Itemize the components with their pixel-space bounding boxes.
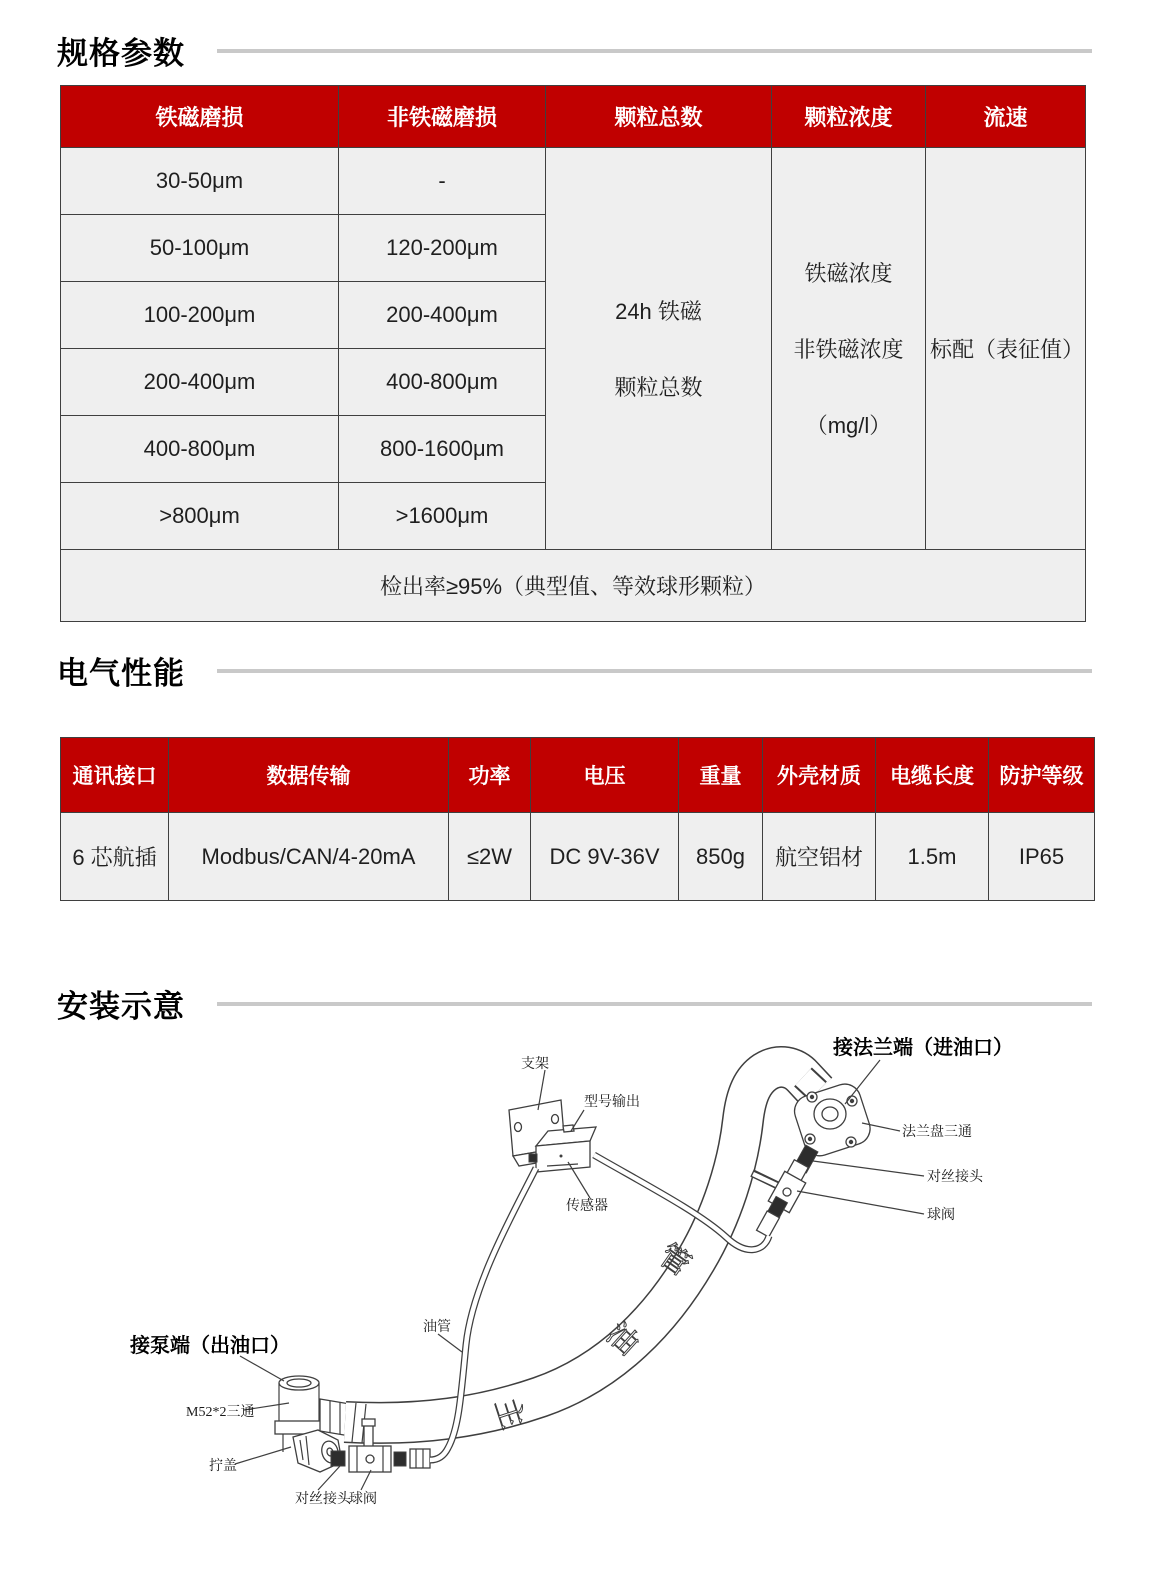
concentration-line: 铁磁浓度 — [804, 261, 893, 286]
spec-cell: 200-400μm — [61, 349, 339, 416]
label-model-output: 型号输出 — [584, 1095, 640, 1110]
spec-section-heading — [57, 28, 1092, 73]
label-pump-end-outlet: 接泵端（出油口） — [130, 1335, 290, 1357]
label-ball-valve-top: 球阀 — [927, 1208, 955, 1223]
spec-cell: 100-200μm — [61, 282, 339, 349]
elec-value-data: Modbus/CAN/4-20mA — [169, 813, 449, 901]
label-m52-tee: M52*2三通 — [186, 1405, 255, 1420]
electrical-header-row — [61, 738, 1095, 813]
spec-cell: 800-1600μm — [339, 416, 546, 483]
elec-header-weight: 重量 — [679, 738, 763, 813]
spec-cell: >800μm — [61, 483, 339, 550]
elec-header-shell: 外壳材质 — [763, 738, 876, 813]
install-heading-title: 安装示意 — [57, 989, 185, 1024]
concentration-line: （mg/l） — [805, 413, 892, 438]
spec-heading-rule — [217, 49, 1092, 53]
spec-cell: 200-400μm — [339, 282, 546, 349]
spec-footer-row — [61, 550, 1086, 622]
spec-cell: - — [339, 148, 546, 215]
elec-value-ip: IP65 — [989, 813, 1095, 901]
label-flange-end-inlet: 接法兰端（进油口） — [833, 1037, 1013, 1059]
label-screw-cap: 拧盖 — [209, 1459, 237, 1474]
inlet-fittings-shape — [752, 1145, 818, 1237]
spec-header-row — [61, 86, 1086, 148]
spec-cell: >1600μm — [339, 483, 546, 550]
elec-value-power: ≤2W — [449, 813, 531, 901]
elec-value-cable: 1.5m — [876, 813, 989, 901]
elec-header-cable: 电缆长度 — [876, 738, 989, 813]
electrical-heading-title: 电气性能 — [57, 656, 185, 691]
main-pipe-shape — [345, 1067, 817, 1443]
spec-header-total: 颗粒总数 — [546, 86, 772, 148]
elec-value-voltage: DC 9V-36V — [531, 813, 679, 901]
spec-table — [60, 85, 1086, 622]
elec-header-comm: 通讯接口 — [61, 738, 169, 813]
total-particles-line: 24h 铁磁 — [615, 299, 702, 324]
spec-merged-concentration — [772, 148, 926, 550]
elec-header-ip: 防护等级 — [989, 738, 1095, 813]
concentration-line: 非铁磁浓度 — [793, 337, 904, 362]
installation-diagram — [0, 1028, 1149, 1588]
elec-value-weight: 850g — [679, 813, 763, 901]
elec-value-shell: 航空铝材 — [763, 813, 876, 901]
elec-header-voltage: 电压 — [531, 738, 679, 813]
spec-cell: 400-800μm — [61, 416, 339, 483]
electrical-table — [60, 737, 1095, 901]
label-oil-tube: 油管 — [423, 1320, 451, 1335]
pipe-text-oil: 油 — [599, 1317, 645, 1362]
spec-heading-title: 规格参数 — [57, 36, 185, 71]
elec-value-comm: 6 芯航插 — [61, 813, 169, 901]
spec-cell: 50-100μm — [61, 215, 339, 282]
spec-header-concentration: 颗粒浓度 — [772, 86, 926, 148]
install-section-heading — [57, 981, 1092, 1026]
label-sensor: 传感器 — [566, 1199, 608, 1214]
elec-header-power: 功率 — [449, 738, 531, 813]
pipe-text-main: 主 — [488, 1394, 530, 1434]
electrical-value-row — [61, 813, 1095, 901]
flange-shape — [790, 1077, 874, 1160]
spec-merged-flow: 标配（表征值） — [926, 148, 1086, 550]
electrical-heading-rule — [217, 669, 1092, 673]
spec-merged-total-particles — [546, 148, 772, 550]
total-particles-line: 颗粒总数 — [614, 375, 703, 400]
spec-cell: 30-50μm — [61, 148, 339, 215]
install-heading-rule — [217, 1002, 1092, 1006]
elec-header-data: 数据传输 — [169, 738, 449, 813]
spec-cell: 400-800μm — [339, 349, 546, 416]
label-flange-tee: 法兰盘三通 — [902, 1125, 972, 1140]
spec-row — [61, 148, 1086, 215]
label-thread-joint-bottom: 对丝接头 — [295, 1492, 351, 1507]
spec-footer-cell: 检出率≥95%（典型值、等效球形颗粒） — [61, 550, 1086, 622]
spec-header-flow: 流速 — [926, 86, 1086, 148]
label-thread-joint-top: 对丝接头 — [927, 1170, 983, 1185]
electrical-section-heading — [57, 648, 1092, 693]
pipe-text-tube: 管 — [652, 1238, 697, 1283]
label-ball-valve-bottom: 球阀 — [349, 1492, 377, 1507]
spec-header-ferro: 铁磁磨损 — [61, 86, 339, 148]
label-bracket: 支架 — [521, 1057, 549, 1072]
spec-header-nonferro: 非铁磁磨损 — [339, 86, 546, 148]
spec-cell: 120-200μm — [339, 215, 546, 282]
